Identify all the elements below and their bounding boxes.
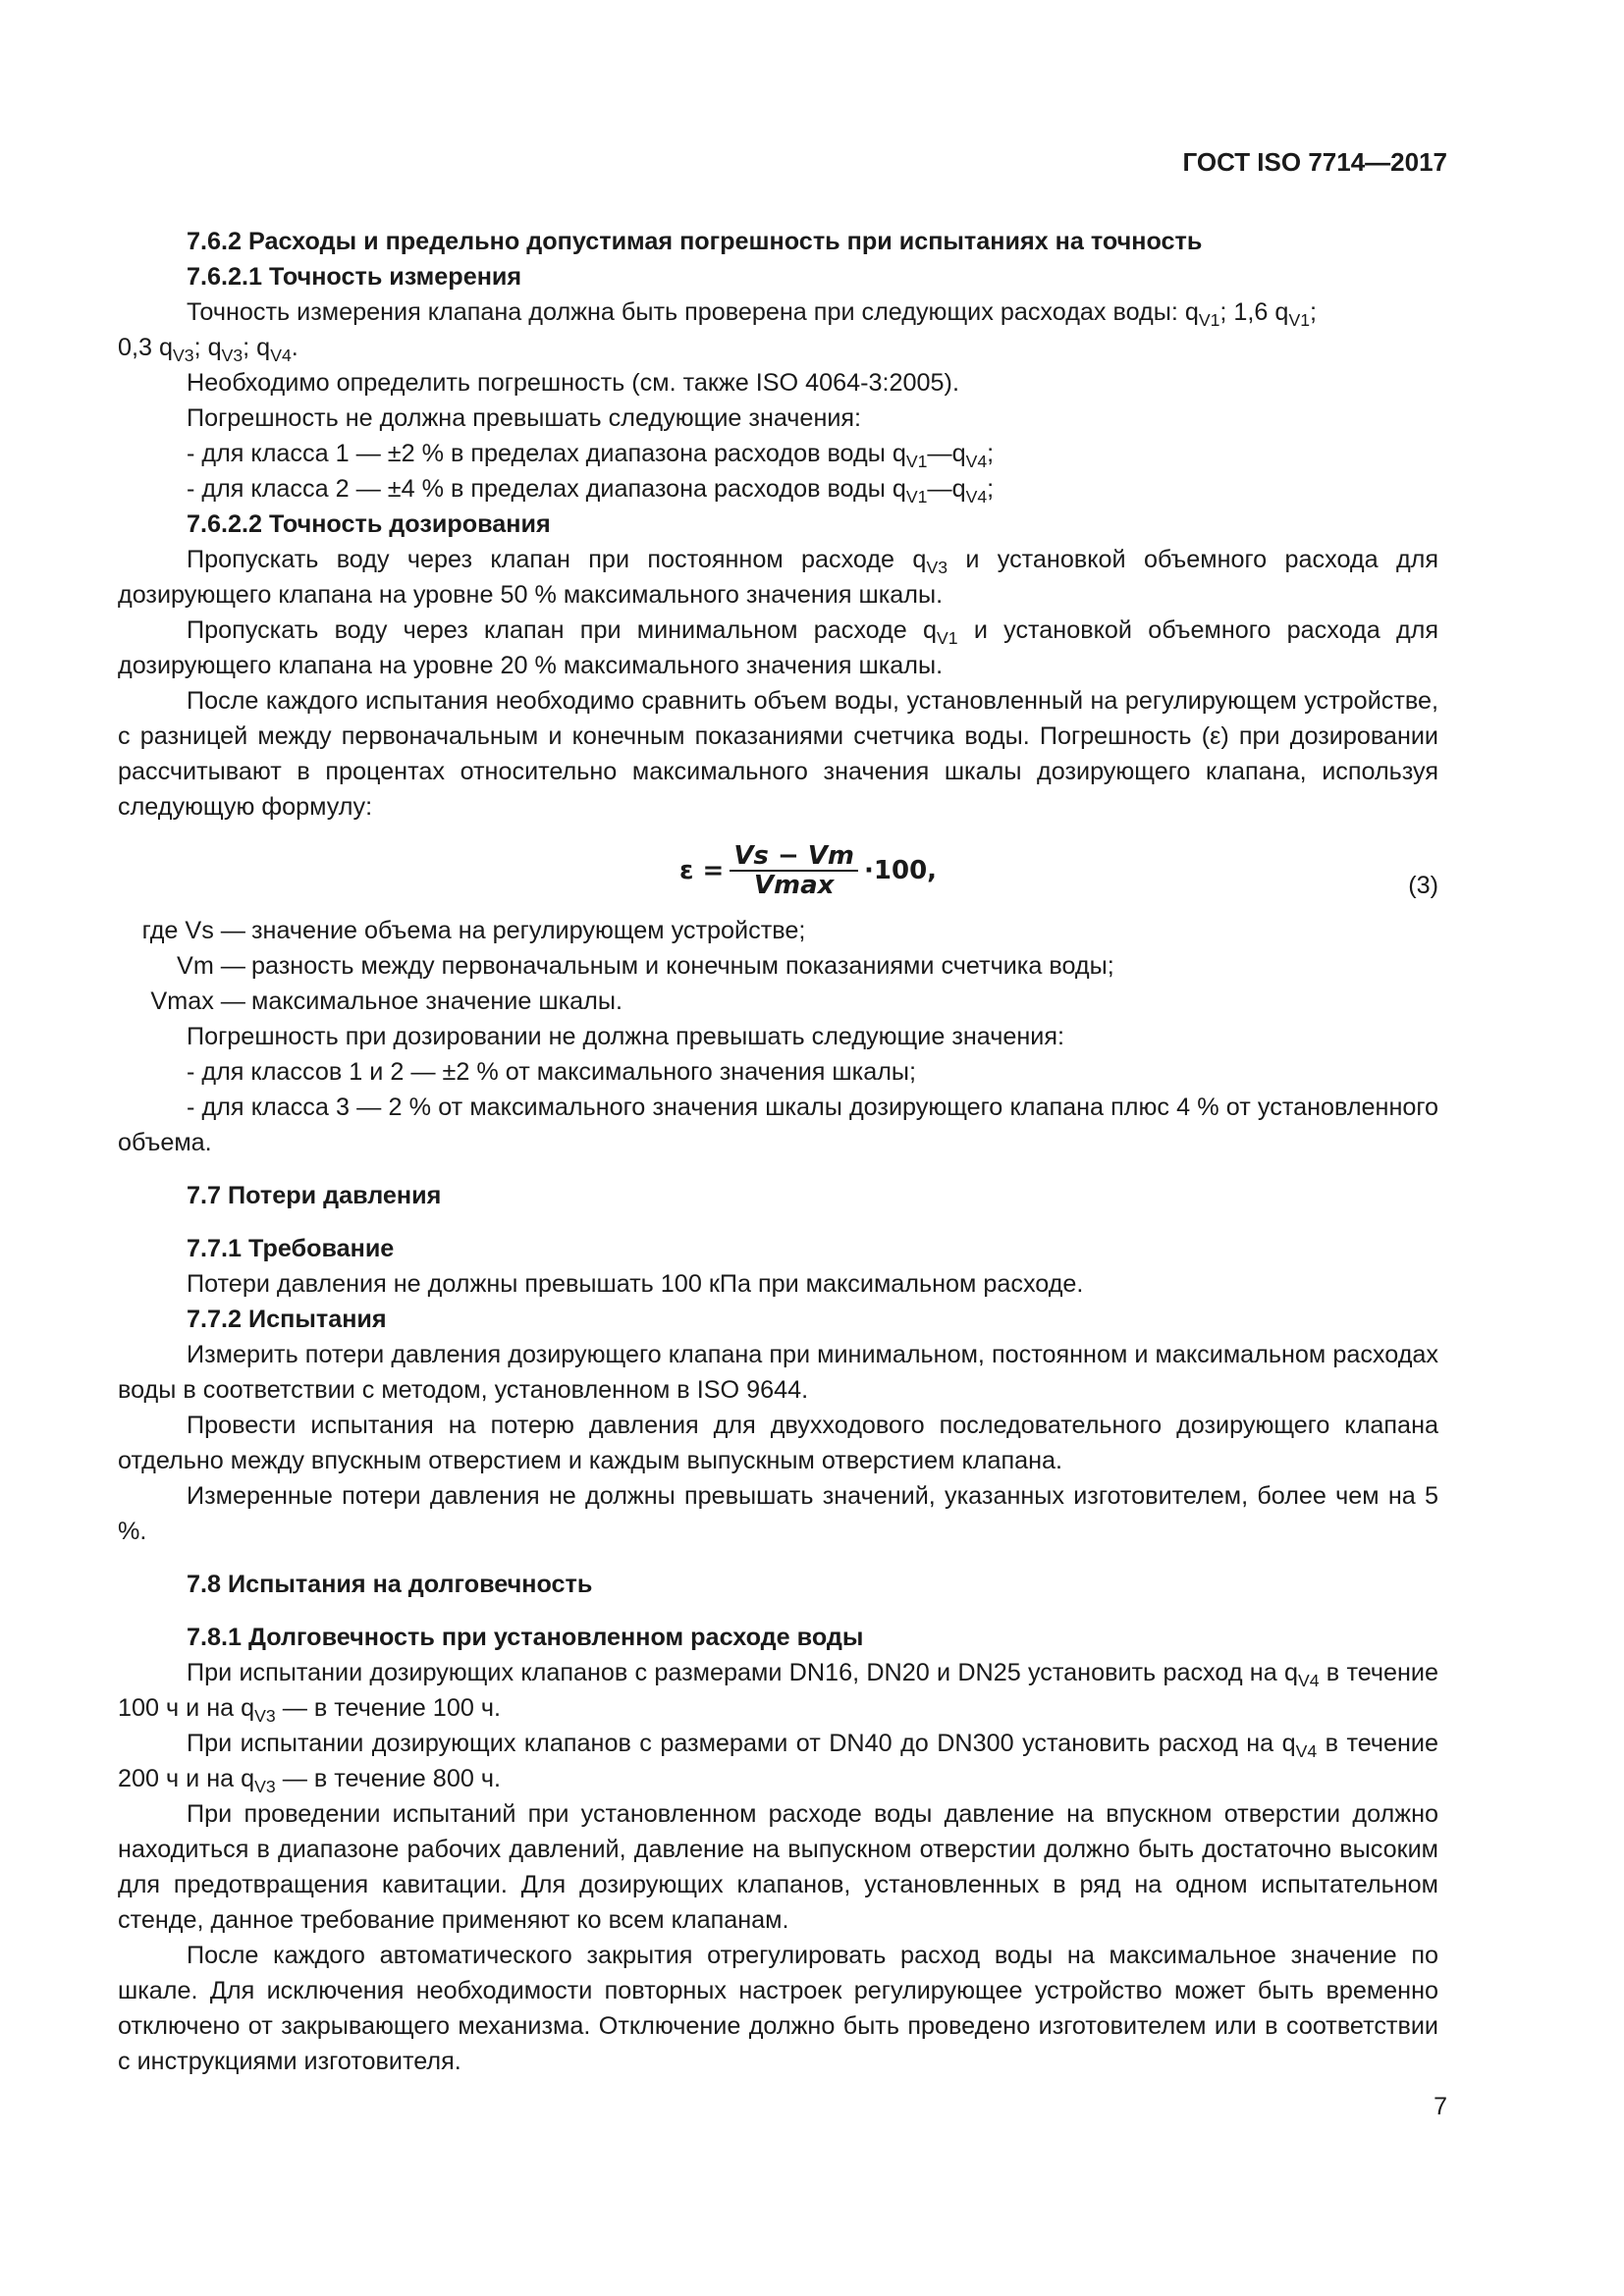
subsection-heading-7-6-2-2: 7.6.2.2 Точность дозирования: [187, 510, 551, 538]
definition-vs: [118, 913, 1438, 948]
definition-term: Vmax —: [150, 988, 245, 1015]
paragraph-pressure-requirement: Потери давления не должны превышать 100 кПа при максимальном расходе.: [187, 1270, 1084, 1298]
paragraph-durability-small: При испытании дозирующих клапанов с размерами DN16, DN20 и DN25 установить расход на $q_{V4}$ в течение 100 ч и на $q_{V3}$ — в течение 100 ч.: [118, 1659, 1438, 1727]
formula-denominator: Vmax: [753, 871, 835, 900]
equation-number: (3): [1408, 872, 1438, 899]
formula-3: [118, 834, 1438, 913]
formula-expression: [679, 842, 937, 899]
paragraph-pressure-limit: Измеренные потери давления не должны превышать значений, указанных изготовителем, более чем на 5 %.: [118, 1482, 1438, 1545]
formula-numerator: Vs − Vm: [730, 842, 858, 872]
paragraph-pressure-two-way: Провести испытания на потерю давления для двухходового последовательного дозирующего клапана отдельно между впускным отверстием и каждым выпускным отверстием клапана.: [118, 1412, 1438, 1474]
paragraph-dosing-minimum: Пропускать воду через клапан при минимальном расходе $q_{V1}$ и установкой объемного расхода для дозирующего клапана на уровне 20 % максимального значения шкалы.: [118, 616, 1438, 679]
section-heading-7-7: 7.7 Потери давления: [187, 1182, 442, 1209]
definition-vm: [118, 948, 1438, 984]
formula-fraction: [730, 842, 858, 899]
definition-description: разность между первоначальным и конечным показаниями счетчика воды;: [251, 952, 1114, 980]
document-header: ГОСТ ISO 7714—2017: [1182, 147, 1447, 177]
paragraph-durability-closing: После каждого автоматического закрытия отрегулировать расход воды на максимальное значение по шкале. Для исключения необходимости повторных настроек регулирующее устройство может быть временно отключено от закрывающего механизма. Отключение должно быть проведено изготовителем или в соответствии с инструкциями изготовителя.: [118, 1942, 1438, 2075]
paragraph-error-limits: Погрешность не должна превышать следующие значения:: [187, 404, 862, 432]
document-body: [118, 224, 1438, 2079]
list-item-class-3: - для класса 3 — 2 % от максимального значения шкалы дозирующего клапана плюс 4 % от установленного объема.: [118, 1094, 1438, 1156]
list-item-class-1: - для класса 1 — ±2 % в пределах диапазона расходов воды $q_{V1}—q_{V4}$;: [187, 440, 995, 472]
section-heading-7-8: 7.8 Испытания на долговечность: [187, 1571, 593, 1598]
definition-vmax: [118, 984, 1438, 1019]
subsection-heading-7-6-2-1: 7.6.2.1 Точность измерения: [187, 263, 522, 291]
definition-description: максимальное значение шкалы.: [251, 988, 623, 1015]
paragraph-determine-error: Необходимо определить погрешность (см. также ISO 4064-3:2005).: [187, 369, 959, 397]
formula-lhs: ε =: [679, 856, 725, 885]
paragraph-dosing-comparison: После каждого испытания необходимо сравнить объем воды, установленный на регулирующем устройстве, с разницей между первоначальным и конечным показаниями счетчика воды. Погрешность (ε) при дозировании рассчитывают в процентах относительно максимального значения шкалы дозирующего клапана, используя следующую формулу:: [118, 687, 1438, 821]
definition-term: Vm —: [177, 952, 245, 980]
subsection-heading-7-8-1: 7.8.1 Долговечность при установленном расходе воды: [187, 1624, 864, 1651]
formula-tail: ·100,: [864, 856, 938, 885]
paragraph-durability-large: При испытании дозирующих клапанов с размерами от DN40 до DN300 установить расход на $q_{V4}$ в течение 200 ч и на $q_{V3}$ — в течение 800 ч.: [118, 1730, 1438, 1797]
page-number: 7: [1434, 2093, 1447, 2120]
paragraph-pressure-measure: Измерить потери давления дозирующего клапана при минимальном, постоянном и максимальном расходах воды в соответствии с методом, установленном в ISO 9644.: [118, 1341, 1438, 1404]
paragraph-measurement-flows: Точность измерения клапана должна быть проверена при следующих расходах воды: $q_{V1}$; 1,6 $q_{V1}$; 0,3 $q_{V3}$; $q_{V3}$; $q_{V4}$.: [118, 298, 1318, 366]
paragraph-durability-pressure: При проведении испытаний при установленном расходе воды давление на впускном отверстии должно находиться в диапазоне рабочих давлений, давление на выпускном отверстии должно быть достаточно высоким для предотвращения кавитации. Для дозирующих клапанов, установленных в ряд на одном испытательном стенде, данное требование применяют ко всем клапанам.: [118, 1800, 1438, 1934]
subsection-heading-7-7-1: 7.7.1 Требование: [187, 1235, 395, 1262]
paragraph-dosing-constant: Пропускать воду через клапан при постоянном расходе $q_{V3}$ и установкой объемного расхода для дозирующего клапана на уровне 50 % максимального значения шкалы.: [118, 546, 1438, 609]
paragraph-dosing-limits: Погрешность при дозировании не должна превышать следующие значения:: [187, 1023, 1064, 1050]
list-item-class-2: - для класса 2 — ±4 % в пределах диапазона расходов воды $q_{V1}—q_{V4}$;: [187, 475, 995, 507]
list-item-classes-1-2: - для классов 1 и 2 — ±2 % от максимального значения шкалы;: [187, 1058, 916, 1086]
definition-description: значение объема на регулирующем устройстве;: [251, 917, 806, 944]
definition-term: где Vs —: [141, 917, 245, 944]
section-heading-7-6-2: 7.6.2 Расходы и предельно допустимая погрешность при испытаниях на точность: [187, 228, 1203, 255]
subsection-heading-7-7-2: 7.7.2 Испытания: [187, 1306, 387, 1333]
